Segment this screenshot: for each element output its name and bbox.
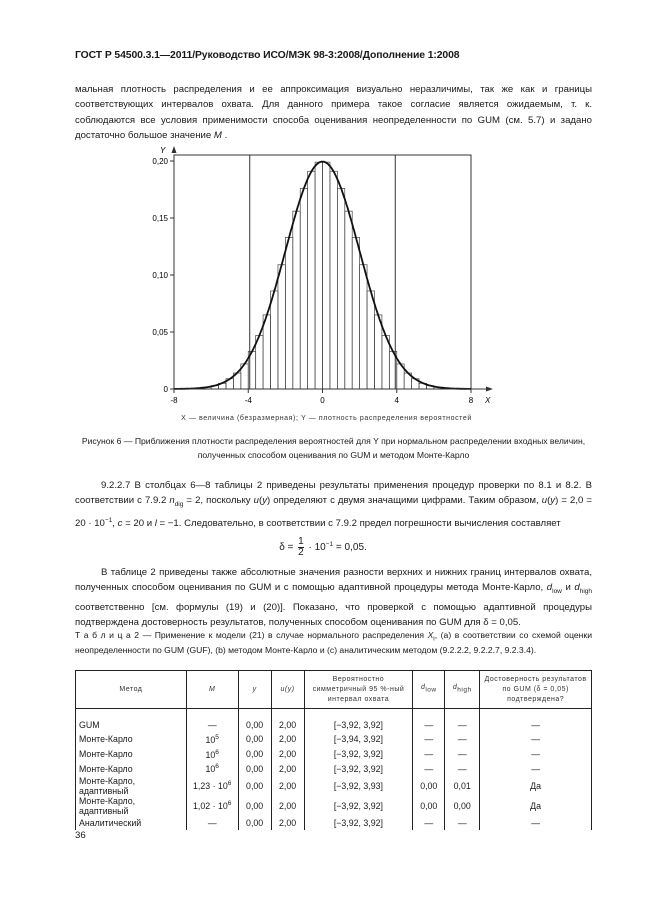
table-row (76, 747, 592, 762)
sub: i (433, 635, 435, 643)
var: u (541, 495, 548, 507)
text: 9.2.2.7 В столбцах 6—8 таблицы 2 приведены результаты применения процедур проверки по 8.1 и 8.2. В соответствии с 7.9.2 (75, 480, 592, 507)
text: δ = (279, 542, 297, 554)
cell-text: 0,00 (420, 780, 438, 791)
var: u (253, 495, 259, 507)
table-row (76, 732, 592, 747)
cell-text: — (424, 719, 434, 730)
cell-text: 2,00 (279, 780, 297, 791)
cell-text: [−3,92, 3,92] (333, 800, 383, 811)
exponent: 6 (215, 748, 219, 756)
numerator: 1 (298, 536, 304, 547)
cell-dhigh (445, 761, 480, 776)
denominator: 2 (298, 547, 304, 558)
y-axis-label: Y (160, 146, 166, 155)
cell-y (238, 761, 271, 776)
text: и (561, 582, 575, 594)
cell-interval (304, 718, 413, 733)
sub: low (552, 588, 562, 596)
cell-text: 0,00 (453, 800, 471, 811)
histogram-bar (285, 237, 292, 389)
cell-method (76, 761, 187, 776)
cell-text: 10 (205, 764, 216, 775)
cell-text: 0,00 (246, 800, 264, 811)
cell-ok (480, 796, 592, 816)
cell-interval (304, 732, 413, 747)
cell-text: Да (530, 800, 542, 811)
cell-text: Да (530, 780, 542, 791)
cell-text: Монте-Карло (79, 734, 133, 745)
histogram-bar (360, 265, 367, 389)
cell-text: 10 (205, 734, 216, 745)
cell-text: — (457, 748, 467, 759)
var: d (574, 582, 580, 594)
var: c (117, 517, 123, 529)
cell-text: Монте-Карло, адаптивный (79, 795, 136, 816)
text: , (112, 517, 118, 529)
cell-method (76, 816, 187, 831)
cell-method (76, 776, 187, 796)
text: В таблице 2 приведены также абсолютные значения разности верхних и нижних границ интервалов охвата, полученных способом оценивания по GUM и с помощью адаптивной процедуры метода Монте-Карло, (75, 567, 592, 594)
sup: −1 (325, 540, 334, 548)
histogram-bar (278, 265, 285, 389)
cell-interval (304, 816, 413, 831)
cell-text: Аналитический (79, 818, 142, 829)
cell-dlow (413, 776, 445, 796)
cell-ok (480, 816, 592, 831)
cell-text: — (457, 818, 467, 829)
figure-6-chart (130, 140, 510, 430)
label: Т а б л и ц а 2 (75, 630, 140, 640)
cell-text: 10 (205, 749, 216, 760)
cell-M (186, 718, 238, 733)
exponent: 6 (227, 800, 232, 808)
var: n (169, 495, 175, 507)
cell-text: — (207, 818, 217, 829)
var: X (427, 630, 434, 640)
cell-text: [−3,92, 3,92] (333, 818, 383, 829)
histogram-bar (337, 188, 344, 389)
cell-M (186, 776, 238, 796)
var: d (546, 582, 553, 594)
cell-text: — (207, 719, 217, 730)
y-tick-label: 0 (163, 385, 168, 394)
col-dhigh: $d_{high}$ (445, 671, 480, 709)
cell-text: — (457, 763, 467, 774)
cell-dhigh (445, 816, 480, 831)
text: . (221, 130, 228, 142)
table-row (76, 761, 592, 776)
cell-y (238, 718, 271, 733)
document-header: ГОСТ Р 54500.3.1—2011/Руководство ИСО/МЭК 98-3:2008/Дополнение 1:2008 (75, 50, 460, 61)
cell-y (238, 816, 271, 831)
y-tick-label: 0,10 (152, 271, 168, 280)
cell-text: — (531, 748, 540, 759)
cell-dhigh (445, 796, 480, 816)
cell-dhigh (445, 718, 480, 733)
cell-text: 2,00 (279, 800, 297, 811)
cell-text: 2,00 (279, 748, 297, 759)
table-2 (75, 670, 592, 830)
paragraph-3 (75, 565, 592, 631)
y-tick-label: 0,15 (152, 214, 168, 223)
cell-method (76, 747, 187, 762)
cell-text: [−3,92, 3,92] (333, 763, 383, 774)
x-axis-label: X (485, 396, 491, 405)
cell-text: [−3,94, 3,92] (333, 734, 383, 745)
text: определяют с двумя значащими цифрами. Таким образом, (270, 495, 542, 507)
histogram-bar (323, 162, 330, 389)
cell-M (186, 816, 238, 831)
cell-text: 2,00 (279, 763, 297, 774)
cell-y (238, 776, 271, 796)
col-interval: Вероятностно симметричный 95 %-ный интервал охвата (304, 671, 413, 709)
cell-dlow (413, 718, 445, 733)
page-number: 36 (75, 830, 86, 841)
cell-text: — (424, 818, 434, 829)
cell-text: 0,00 (246, 780, 264, 791)
x-tick-label: -4 (244, 396, 252, 405)
cell-u (271, 796, 304, 816)
x-tick-label: 8 (468, 396, 474, 405)
cell-M (186, 747, 238, 762)
x-tick-label: 0 (320, 396, 325, 405)
cell-interval (304, 747, 413, 762)
sub: dig (174, 501, 184, 509)
x-axis-arrow-icon (486, 387, 493, 392)
x-tick-label: -8 (170, 396, 178, 405)
cell-text: [−3,92, 3,92] (333, 719, 383, 730)
text: мальная плотность распределения и ее аппроксимация визуально неразличимы, так же как и границы соответствующих интервалов охвата. Для данного примера такое согласие является ожидаемым, т. к. соблюдаются все условия применимости способа оценивания неопределенности по GUM (см. 5.7) и задано достаточно большое значение (75, 84, 592, 142)
histogram-bar (315, 162, 322, 389)
figure-caption: Рисунок 6 — Приближения плотности распределения вероятностей для Y при нормальном распределении входных величин, полученных способом оценивания по GUM и методом Монте-Карло (81, 436, 586, 460)
cell-text: — (531, 734, 540, 745)
cell-text: 1,23 · 10 (193, 781, 228, 792)
table-caption (75, 630, 592, 657)
y-axis-arrow-icon (172, 146, 177, 153)
cell-y (238, 732, 271, 747)
text: M (209, 685, 216, 693)
cell-y (238, 747, 271, 762)
cell-text: — (457, 734, 467, 745)
exponent: 6 (215, 763, 219, 771)
spacer-row (76, 709, 592, 718)
cell-ok (480, 718, 592, 733)
text: = 20 и (122, 517, 155, 529)
cell-y (238, 796, 271, 816)
cell-interval (304, 796, 413, 816)
cell-dhigh (445, 732, 480, 747)
y-tick-label: 0,05 (152, 328, 168, 337)
cell-text: — (531, 763, 540, 774)
cell-text: GUM (79, 719, 100, 730)
y-tick-label: 0,20 (152, 157, 168, 166)
col-validated: Достоверность результатов по GUM (δ = 0,05) подтверждена? (480, 671, 592, 709)
exponent: 5 (215, 733, 219, 741)
cell-text: [−3,92, 3,92] (333, 748, 383, 759)
cell-dhigh (445, 776, 480, 796)
cell-text: 0,00 (246, 734, 264, 745)
cell-text: Монте-Карло, адаптивный (79, 775, 136, 796)
var: y (550, 495, 556, 507)
col-method: Метод (76, 671, 187, 709)
cell-method (76, 718, 187, 733)
cell-M (186, 761, 238, 776)
cell-text: 0,00 (246, 719, 264, 730)
cell-text: — (531, 719, 540, 730)
cell-dhigh (445, 747, 480, 762)
cell-text: 2,00 (279, 734, 297, 745)
cell-text: 2,00 (279, 818, 297, 829)
paragraph-9-2-2-7: 9.2.2.7 В столбцах 6—8 таблицы 2 приведены результаты применения процедур проверки по 8.1 и 8.2. В соответствии с 7.9.2 $n_{dig} = 2$, поскольку u(y) определяют с двумя значащими цифрами. Таким образом, $u(y) = 2,0 = 20 \cdot 10^{-1}$, c = 20 и l = −1. Следовательно, в соответствии с 7.9.2 предел погрешности вычисления составляет (75, 480, 592, 529)
col-uy (271, 671, 304, 709)
chart-legend: X — величина (безразмерная); Y — плотность распределения вероятностей (181, 415, 472, 422)
cell-dlow (413, 761, 445, 776)
histogram-bar (367, 291, 374, 389)
table-row (76, 718, 592, 733)
cell-M (186, 796, 238, 816)
col-m (186, 671, 238, 709)
text: , (a) в соответствии со схемой оценки неопределенности по GUM (GUF), (b) методом Монте-Карло и (c) аналитическим методом (9.2.2.2, 9.2.2.7, 9.2.3.4). (75, 630, 592, 656)
histogram-bar (293, 211, 300, 389)
sub: high (579, 588, 592, 596)
histogram-bar (271, 291, 278, 389)
cell-ok (480, 747, 592, 762)
histogram-bar (300, 188, 307, 389)
table-row (76, 816, 592, 831)
text: соответственно [см. формулы (19) и (20)]. Показано, что проверкой с помощью адаптивной процедуры подтверждена достоверность результатов, полученных способом оценивания по GUM для δ = 0,05. (75, 601, 592, 629)
paragraph-1 (75, 82, 592, 144)
cell-method (76, 796, 187, 816)
histogram-bar (345, 211, 352, 389)
var-m: M (213, 130, 222, 142)
col-dlow: $d_{low}$ (413, 671, 445, 709)
cell-text: — (531, 818, 540, 829)
text: = −1. Следовательно, в соответствии с 7.9.2 предел погрешности вычисления составляет (156, 517, 561, 529)
histogram-bar (352, 237, 359, 389)
cell-dlow (413, 747, 445, 762)
sup: −1 (104, 516, 113, 524)
cell-dlow (413, 796, 445, 816)
cell-u (271, 747, 304, 762)
text: u(y) (280, 685, 295, 693)
cell-text: [−3,92, 3,93] (333, 780, 383, 791)
cell-u (271, 718, 304, 733)
cell-text: 0,00 (246, 818, 264, 829)
histogram-bar (308, 171, 315, 389)
cell-u (271, 761, 304, 776)
exponent: 6 (227, 780, 232, 788)
x-tick-label: 4 (394, 396, 399, 405)
cell-ok (480, 776, 592, 796)
cell-text: 0,00 (246, 748, 264, 759)
text: — Применение к модели (21) в случае нормального распределения (139, 630, 428, 640)
table-row (76, 796, 592, 816)
cell-interval (304, 761, 413, 776)
cell-text: — (424, 748, 434, 759)
text: = 2, поскольку (183, 495, 254, 507)
cell-text: — (424, 734, 434, 745)
cell-u (271, 776, 304, 796)
cell-method (76, 732, 187, 747)
text: = 2,0 = 20 · 10 (75, 495, 592, 529)
var: l (154, 517, 157, 529)
cell-u (271, 816, 304, 831)
cell-dlow (413, 816, 445, 831)
cell-ok (480, 761, 592, 776)
table-header (76, 671, 592, 709)
cell-M (186, 732, 238, 747)
cell-u (271, 732, 304, 747)
histogram-bar (330, 171, 337, 389)
cell-text: 0,00 (420, 800, 438, 811)
histogram-bar (374, 315, 381, 389)
cell-dlow (413, 732, 445, 747)
cell-text: — (424, 763, 434, 774)
histogram-bar (263, 315, 270, 389)
cell-text: 0,01 (453, 780, 471, 791)
table-row (76, 776, 592, 796)
cell-text: — (457, 719, 467, 730)
delta-formula (0, 537, 646, 558)
cell-ok (480, 732, 592, 747)
col-y (238, 671, 271, 709)
text: · 10 (305, 542, 326, 554)
text: = 0,05. (333, 542, 367, 554)
fraction (298, 537, 304, 558)
cell-interval (304, 776, 413, 796)
text: y (252, 685, 257, 693)
var: y (262, 495, 267, 507)
cell-text: Монте-Карло (79, 748, 133, 759)
cell-text: Монте-Карло (79, 763, 133, 774)
cell-text: 2,00 (279, 719, 297, 730)
cell-text: 0,00 (246, 763, 264, 774)
cell-text: 1,02 · 10 (193, 801, 228, 812)
